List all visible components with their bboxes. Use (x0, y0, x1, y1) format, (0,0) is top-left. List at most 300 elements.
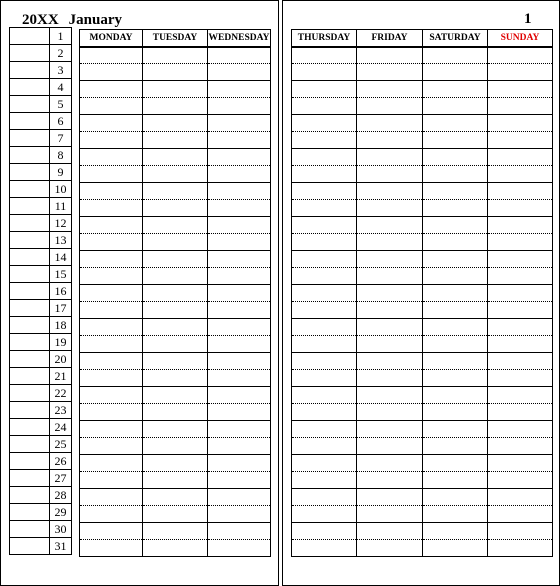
writing-row (80, 455, 271, 472)
day-row (10, 368, 72, 385)
writing-cell[interactable] (292, 64, 357, 81)
writing-cell[interactable] (80, 183, 143, 200)
day-blank-cell[interactable] (10, 385, 50, 402)
writing-cell[interactable] (80, 387, 143, 404)
writing-cell[interactable] (208, 81, 271, 98)
writing-cell[interactable] (292, 234, 357, 251)
day-number: 29 (50, 504, 72, 521)
writing-cell[interactable] (488, 217, 553, 234)
writing-cell[interactable] (208, 438, 271, 455)
day-number: 7 (50, 130, 72, 147)
writing-cell[interactable] (423, 438, 488, 455)
day-row (10, 436, 72, 453)
writing-cell[interactable] (423, 455, 488, 472)
writing-cell[interactable] (357, 98, 423, 115)
writing-cell[interactable] (143, 302, 208, 319)
writing-cell[interactable] (488, 200, 553, 217)
writing-cell[interactable] (488, 285, 553, 302)
writing-cell[interactable] (357, 319, 423, 336)
writing-cell[interactable] (423, 64, 488, 81)
writing-cell[interactable] (357, 455, 423, 472)
writing-cell[interactable] (80, 115, 143, 132)
day-number: 17 (50, 300, 72, 317)
writing-cell[interactable] (80, 268, 143, 285)
day-blank-cell[interactable] (10, 300, 50, 317)
writing-cell[interactable] (80, 336, 143, 353)
day-row (10, 470, 72, 487)
day-blank-cell[interactable] (10, 215, 50, 232)
writing-cell[interactable] (292, 47, 357, 64)
writing-cell[interactable] (357, 353, 423, 370)
writing-cell[interactable] (143, 506, 208, 523)
writing-cell[interactable] (357, 234, 423, 251)
writing-cell[interactable] (423, 98, 488, 115)
writing-cell[interactable] (80, 200, 143, 217)
writing-cell[interactable] (80, 540, 143, 557)
writing-cell[interactable] (488, 149, 553, 166)
writing-cell[interactable] (488, 438, 553, 455)
day-blank-cell[interactable] (10, 334, 50, 351)
writing-cell[interactable] (208, 387, 271, 404)
day-blank-cell[interactable] (10, 232, 50, 249)
writing-cell[interactable] (143, 217, 208, 234)
day-row (10, 45, 72, 62)
day-number: 18 (50, 317, 72, 334)
day-number: 6 (50, 113, 72, 130)
writing-cell[interactable] (488, 353, 553, 370)
writing-cell[interactable] (423, 217, 488, 234)
writing-cell[interactable] (292, 268, 357, 285)
writing-cell[interactable] (488, 64, 553, 81)
day-number-column (9, 27, 72, 555)
writing-cell[interactable] (143, 234, 208, 251)
writing-cell[interactable] (80, 353, 143, 370)
week-grid-right (291, 29, 553, 557)
writing-cell[interactable] (423, 421, 488, 438)
writing-cell[interactable] (357, 183, 423, 200)
day-number: 22 (50, 385, 72, 402)
day-number: 2 (50, 45, 72, 62)
day-blank-cell[interactable] (10, 402, 50, 419)
writing-cell[interactable] (143, 387, 208, 404)
writing-cell[interactable] (357, 421, 423, 438)
writing-cell[interactable] (208, 47, 271, 64)
writing-cell[interactable] (143, 455, 208, 472)
writing-cell[interactable] (488, 81, 553, 98)
writing-cell[interactable] (80, 285, 143, 302)
writing-cell[interactable] (357, 506, 423, 523)
writing-cell[interactable] (357, 438, 423, 455)
writing-row (292, 489, 553, 506)
writing-cell[interactable] (143, 132, 208, 149)
writing-row (292, 183, 553, 200)
day-blank-cell[interactable] (10, 317, 50, 334)
writing-cell[interactable] (292, 302, 357, 319)
column-header-friday: FRIDAY (357, 30, 423, 47)
writing-cell[interactable] (292, 387, 357, 404)
writing-cell[interactable] (488, 132, 553, 149)
writing-cell[interactable] (423, 183, 488, 200)
writing-cell[interactable] (488, 234, 553, 251)
writing-cell[interactable] (488, 472, 553, 489)
day-row (10, 538, 72, 555)
writing-cell[interactable] (357, 217, 423, 234)
writing-cell[interactable] (208, 506, 271, 523)
writing-cell[interactable] (423, 81, 488, 98)
writing-row (80, 166, 271, 183)
writing-row (80, 47, 271, 64)
day-blank-cell[interactable] (10, 487, 50, 504)
writing-cell[interactable] (488, 268, 553, 285)
writing-cell[interactable] (208, 540, 271, 557)
writing-cell[interactable] (488, 540, 553, 557)
day-row (10, 113, 72, 130)
writing-cell[interactable] (143, 353, 208, 370)
writing-cell[interactable] (208, 523, 271, 540)
writing-cell[interactable] (488, 489, 553, 506)
writing-cell[interactable] (357, 370, 423, 387)
writing-cell[interactable] (423, 370, 488, 387)
writing-row (292, 98, 553, 115)
writing-cell[interactable] (292, 523, 357, 540)
writing-row (292, 506, 553, 523)
day-blank-cell[interactable] (10, 368, 50, 385)
writing-cell[interactable] (423, 387, 488, 404)
writing-cell[interactable] (423, 115, 488, 132)
writing-row (80, 421, 271, 438)
writing-cell[interactable] (80, 489, 143, 506)
writing-row (80, 149, 271, 166)
writing-cell[interactable] (143, 421, 208, 438)
writing-cell[interactable] (357, 64, 423, 81)
writing-cell[interactable] (208, 132, 271, 149)
writing-cell[interactable] (143, 370, 208, 387)
writing-cell[interactable] (208, 234, 271, 251)
writing-cell[interactable] (357, 404, 423, 421)
writing-cell[interactable] (423, 166, 488, 183)
writing-cell[interactable] (80, 370, 143, 387)
day-blank-cell[interactable] (10, 249, 50, 266)
day-blank-cell[interactable] (10, 453, 50, 470)
writing-cell[interactable] (80, 455, 143, 472)
day-blank-cell[interactable] (10, 181, 50, 198)
day-row (10, 317, 72, 334)
writing-cell[interactable] (357, 268, 423, 285)
day-blank-cell[interactable] (10, 419, 50, 436)
year-label: 20XX (22, 12, 59, 28)
column-header-monday: MONDAY (80, 30, 143, 47)
writing-cell[interactable] (80, 234, 143, 251)
writing-cell[interactable] (488, 183, 553, 200)
writing-cell[interactable] (423, 506, 488, 523)
day-blank-cell[interactable] (10, 96, 50, 113)
writing-cell[interactable] (488, 506, 553, 523)
writing-cell[interactable] (208, 200, 271, 217)
writing-cell[interactable] (208, 421, 271, 438)
writing-cell[interactable] (143, 540, 208, 557)
writing-cell[interactable] (423, 149, 488, 166)
writing-cell[interactable] (357, 489, 423, 506)
writing-cell[interactable] (292, 166, 357, 183)
day-row (10, 147, 72, 164)
right-page (282, 0, 560, 586)
day-number: 14 (50, 249, 72, 266)
day-row (10, 419, 72, 436)
writing-cell[interactable] (292, 489, 357, 506)
writing-cell[interactable] (143, 47, 208, 64)
day-blank-cell[interactable] (10, 147, 50, 164)
writing-cell[interactable] (423, 251, 488, 268)
writing-cell[interactable] (488, 166, 553, 183)
writing-cell[interactable] (488, 251, 553, 268)
writing-cell[interactable] (292, 455, 357, 472)
writing-cell[interactable] (423, 268, 488, 285)
writing-cell[interactable] (292, 421, 357, 438)
writing-cell[interactable] (80, 523, 143, 540)
writing-cell[interactable] (80, 404, 143, 421)
writing-cell[interactable] (292, 115, 357, 132)
writing-cell[interactable] (143, 523, 208, 540)
writing-cell[interactable] (488, 302, 553, 319)
writing-cell[interactable] (143, 183, 208, 200)
writing-cell[interactable] (292, 200, 357, 217)
day-blank-cell[interactable] (10, 45, 50, 62)
writing-cell[interactable] (423, 336, 488, 353)
writing-cell[interactable] (423, 234, 488, 251)
writing-cell[interactable] (292, 132, 357, 149)
writing-cell[interactable] (488, 387, 553, 404)
writing-cell[interactable] (143, 404, 208, 421)
day-blank-cell[interactable] (10, 113, 50, 130)
writing-cell[interactable] (423, 523, 488, 540)
writing-cell[interactable] (143, 438, 208, 455)
writing-cell[interactable] (423, 489, 488, 506)
writing-cell[interactable] (143, 472, 208, 489)
writing-cell[interactable] (292, 438, 357, 455)
day-row (10, 96, 72, 113)
writing-row (292, 523, 553, 540)
writing-cell[interactable] (292, 98, 357, 115)
writing-cell[interactable] (80, 98, 143, 115)
day-row (10, 402, 72, 419)
writing-cell[interactable] (423, 319, 488, 336)
day-number: 31 (50, 538, 72, 555)
writing-cell[interactable] (208, 64, 271, 81)
writing-cell[interactable] (143, 98, 208, 115)
day-blank-cell[interactable] (10, 266, 50, 283)
writing-cell[interactable] (143, 251, 208, 268)
day-blank-cell[interactable] (10, 351, 50, 368)
writing-cell[interactable] (357, 387, 423, 404)
month-label: January (68, 12, 123, 28)
writing-cell[interactable] (80, 149, 143, 166)
writing-cell[interactable] (292, 149, 357, 166)
writing-cell[interactable] (208, 217, 271, 234)
writing-cell[interactable] (80, 166, 143, 183)
day-row (10, 266, 72, 283)
day-row (10, 79, 72, 96)
writing-cell[interactable] (80, 251, 143, 268)
writing-cell[interactable] (423, 472, 488, 489)
writing-cell[interactable] (143, 285, 208, 302)
day-blank-cell[interactable] (10, 164, 50, 181)
writing-cell[interactable] (292, 319, 357, 336)
writing-cell[interactable] (488, 98, 553, 115)
writing-row (80, 200, 271, 217)
writing-cell[interactable] (292, 81, 357, 98)
day-blank-cell[interactable] (10, 470, 50, 487)
writing-cell[interactable] (488, 336, 553, 353)
writing-cell[interactable] (80, 47, 143, 64)
writing-cell[interactable] (208, 404, 271, 421)
writing-cell[interactable] (488, 47, 553, 64)
writing-row (292, 234, 553, 251)
day-number: 1 (50, 28, 72, 45)
writing-cell[interactable] (292, 336, 357, 353)
writing-cell[interactable] (80, 319, 143, 336)
writing-cell[interactable] (423, 47, 488, 64)
writing-cell[interactable] (208, 472, 271, 489)
writing-cell[interactable] (292, 506, 357, 523)
writing-cell[interactable] (208, 353, 271, 370)
day-blank-cell[interactable] (10, 436, 50, 453)
writing-cell[interactable] (143, 200, 208, 217)
writing-cell[interactable] (292, 251, 357, 268)
writing-cell[interactable] (292, 183, 357, 200)
day-blank-cell[interactable] (10, 504, 50, 521)
writing-cell[interactable] (208, 489, 271, 506)
writing-cell[interactable] (357, 132, 423, 149)
writing-cell[interactable] (143, 166, 208, 183)
writing-cell[interactable] (80, 302, 143, 319)
writing-cell[interactable] (80, 217, 143, 234)
day-blank-cell[interactable] (10, 538, 50, 555)
writing-cell[interactable] (208, 183, 271, 200)
writing-cell[interactable] (423, 200, 488, 217)
writing-cell[interactable] (208, 336, 271, 353)
writing-cell[interactable] (357, 166, 423, 183)
day-row (10, 521, 72, 538)
writing-cell[interactable] (488, 115, 553, 132)
writing-cell[interactable] (143, 115, 208, 132)
writing-row (292, 47, 553, 64)
writing-cell[interactable] (357, 523, 423, 540)
writing-row (292, 336, 553, 353)
writing-row (292, 472, 553, 489)
writing-cell[interactable] (357, 149, 423, 166)
day-number: 3 (50, 62, 72, 79)
writing-cell[interactable] (423, 353, 488, 370)
writing-cell[interactable] (292, 217, 357, 234)
writing-cell[interactable] (143, 81, 208, 98)
writing-cell[interactable] (80, 421, 143, 438)
writing-cell[interactable] (423, 404, 488, 421)
writing-cell[interactable] (488, 404, 553, 421)
writing-cell[interactable] (143, 319, 208, 336)
writing-cell[interactable] (143, 489, 208, 506)
day-blank-cell[interactable] (10, 28, 50, 45)
writing-cell[interactable] (423, 132, 488, 149)
writing-cell[interactable] (357, 251, 423, 268)
day-number: 28 (50, 487, 72, 504)
writing-cell[interactable] (80, 438, 143, 455)
writing-cell[interactable] (143, 149, 208, 166)
day-blank-cell[interactable] (10, 130, 50, 147)
writing-cell[interactable] (80, 472, 143, 489)
writing-cell[interactable] (357, 472, 423, 489)
writing-row (80, 387, 271, 404)
writing-cell[interactable] (208, 98, 271, 115)
writing-cell[interactable] (208, 302, 271, 319)
writing-cell[interactable] (208, 166, 271, 183)
writing-cell[interactable] (143, 64, 208, 81)
writing-cell[interactable] (292, 353, 357, 370)
writing-cell[interactable] (357, 81, 423, 98)
writing-cell[interactable] (292, 370, 357, 387)
writing-cell[interactable] (357, 336, 423, 353)
writing-cell[interactable] (292, 285, 357, 302)
writing-row (80, 98, 271, 115)
writing-cell[interactable] (357, 200, 423, 217)
writing-cell[interactable] (80, 64, 143, 81)
writing-cell[interactable] (208, 319, 271, 336)
writing-cell[interactable] (208, 115, 271, 132)
writing-cell[interactable] (357, 115, 423, 132)
day-row (10, 249, 72, 266)
writing-cell[interactable] (80, 506, 143, 523)
day-row (10, 62, 72, 79)
writing-cell[interactable] (292, 472, 357, 489)
day-blank-cell[interactable] (10, 283, 50, 300)
day-blank-cell[interactable] (10, 521, 50, 538)
writing-cell[interactable] (488, 455, 553, 472)
writing-cell[interactable] (488, 370, 553, 387)
day-number: 11 (50, 198, 72, 215)
day-row (10, 334, 72, 351)
writing-cell[interactable] (357, 302, 423, 319)
day-blank-cell[interactable] (10, 79, 50, 96)
writing-cell[interactable] (208, 251, 271, 268)
writing-cell[interactable] (292, 540, 357, 557)
writing-cell[interactable] (423, 302, 488, 319)
writing-cell[interactable] (488, 523, 553, 540)
day-number: 27 (50, 470, 72, 487)
writing-row (292, 81, 553, 98)
writing-cell[interactable] (423, 285, 488, 302)
writing-cell[interactable] (357, 47, 423, 64)
day-blank-cell[interactable] (10, 62, 50, 79)
writing-cell[interactable] (208, 285, 271, 302)
writing-cell[interactable] (143, 336, 208, 353)
writing-cell[interactable] (80, 81, 143, 98)
writing-cell[interactable] (208, 370, 271, 387)
writing-cell[interactable] (357, 285, 423, 302)
writing-row (292, 200, 553, 217)
writing-cell[interactable] (292, 404, 357, 421)
day-blank-cell[interactable] (10, 198, 50, 215)
writing-cell[interactable] (208, 455, 271, 472)
writing-cell[interactable] (488, 421, 553, 438)
writing-cell[interactable] (80, 132, 143, 149)
day-row (10, 300, 72, 317)
writing-cell[interactable] (143, 268, 208, 285)
writing-cell[interactable] (357, 540, 423, 557)
writing-cell[interactable] (208, 149, 271, 166)
writing-cell[interactable] (208, 268, 271, 285)
writing-cell[interactable] (423, 540, 488, 557)
day-number: 21 (50, 368, 72, 385)
writing-cell[interactable] (488, 319, 553, 336)
